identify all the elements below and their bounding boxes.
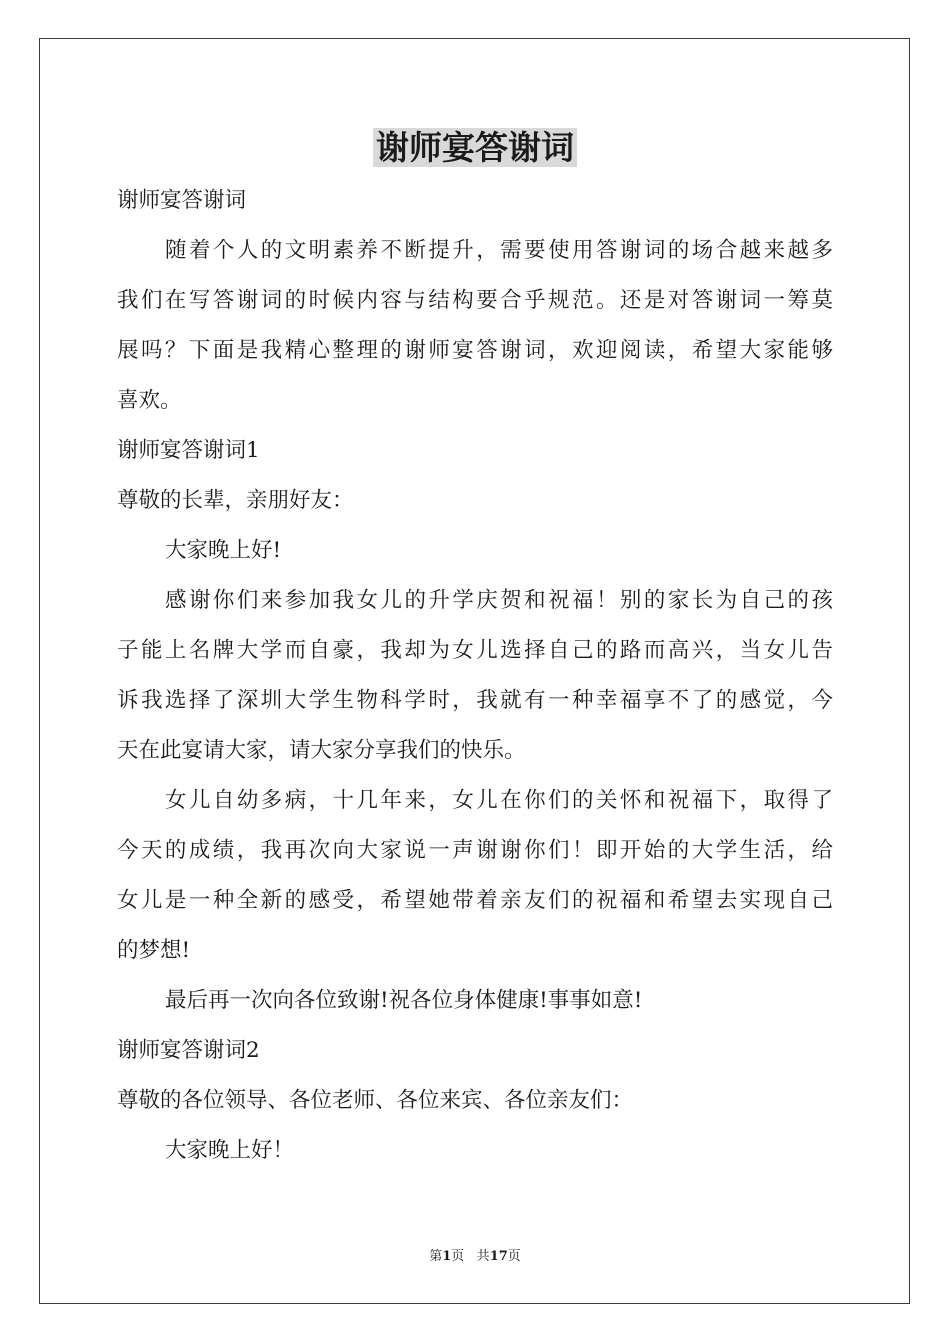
intro-line: 我们在写答谢词的时候内容与结构要合乎规范。还是对答谢词一筹莫 xyxy=(117,288,833,313)
paragraph-line: 女儿自幼多病，十几年来，女儿在你们的关怀和祝福下，取得了 xyxy=(165,788,833,813)
document-title-text: 谢师宴答谢词 xyxy=(373,128,577,167)
footer-total-suffix: 页 xyxy=(507,1249,521,1264)
intro-line: 展吗？下面是我精心整理的谢师宴答谢词，欢迎阅读，希望大家能够 xyxy=(117,338,833,363)
paragraph-line: 的梦想! xyxy=(117,938,191,963)
document-body xyxy=(117,176,833,1176)
current-page-number: 1 xyxy=(442,1249,452,1264)
section2-heading: 谢师宴答谢词2 xyxy=(117,1038,260,1063)
page-footer xyxy=(0,1248,950,1266)
section1-closing: 最后再一次向各位致谢!祝各位身体健康!事事如意! xyxy=(165,988,643,1013)
footer-prefix: 第 xyxy=(429,1249,443,1264)
paragraph-line: 女儿是一种全新的感受，希望她带着亲友们的祝福和希望去实现自己 xyxy=(117,888,833,913)
section1-heading: 谢师宴答谢词1 xyxy=(117,438,260,463)
footer-total-prefix: 共 xyxy=(476,1249,490,1264)
section1-paragraph-2 xyxy=(117,776,833,976)
intro-paragraph xyxy=(117,226,833,426)
paragraph-line: 子能上名牌大学而自豪，我却为女儿选择自己的路而高兴，当女儿告 xyxy=(117,638,833,663)
paragraph-line: 诉我选择了深圳大学生物科学时，我就有一种幸福享不了的感觉，今 xyxy=(117,688,833,713)
subtitle: 谢师宴答谢词 xyxy=(117,188,247,213)
paragraph-line: 今天的成绩，我再次向大家说一声谢谢你们！即开始的大学生活，给 xyxy=(117,838,833,863)
intro-line: 喜欢。 xyxy=(117,388,182,413)
section1-salutation: 尊敬的长辈，亲朋好友： xyxy=(117,488,354,513)
section1-greeting: 大家晚上好! xyxy=(165,538,282,563)
document-title xyxy=(0,126,950,170)
paragraph-line: 天在此宴请大家，请大家分享我们的快乐。 xyxy=(117,738,526,763)
intro-line: 随着个人的文明素养不断提升，需要使用答谢词的场合越来越多 xyxy=(165,238,833,263)
section2-greeting: 大家晚上好！ xyxy=(165,1138,295,1163)
section1-paragraph-1 xyxy=(117,576,833,776)
footer-page-suffix: 页 xyxy=(451,1249,465,1264)
total-page-count: 17 xyxy=(489,1249,508,1264)
paragraph-line: 感谢你们来参加我女儿的升学庆贺和祝福！别的家长为自己的孩 xyxy=(165,588,833,613)
section2-salutation: 尊敬的各位领导、各位老师、各位来宾、各位亲友们： xyxy=(117,1088,634,1113)
